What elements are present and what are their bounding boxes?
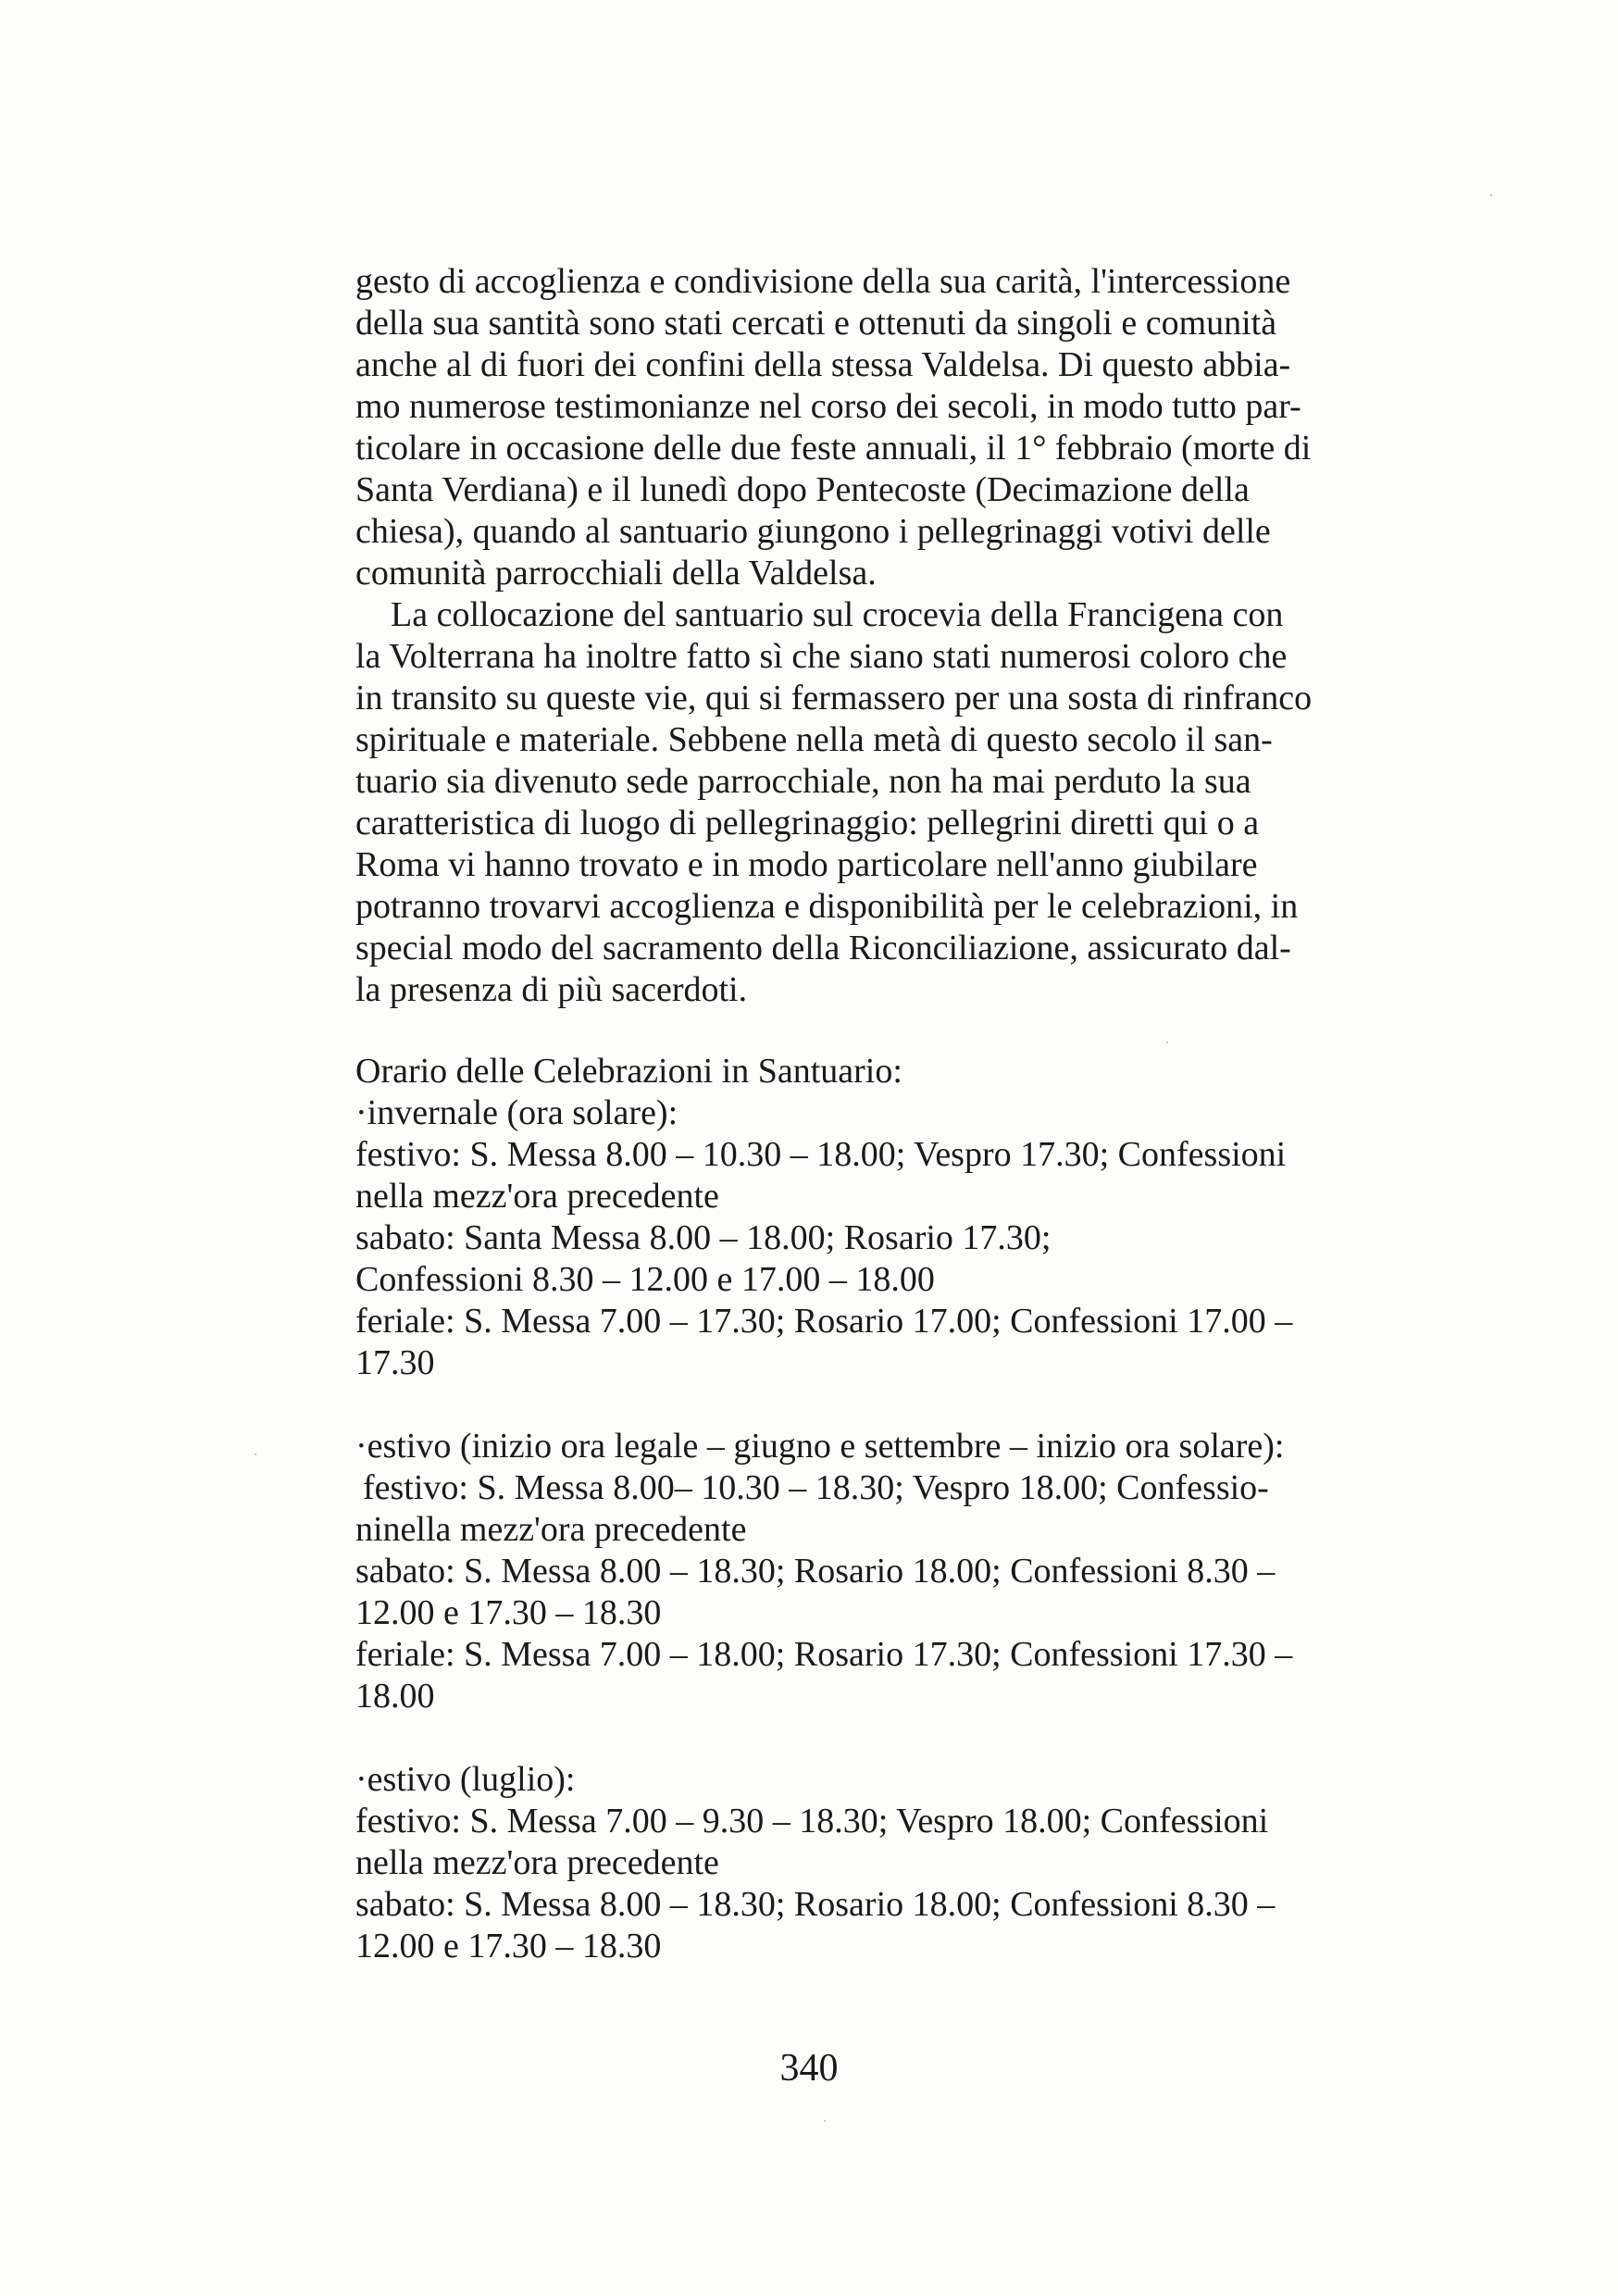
section-heading: ·estivo (luglio):	[355, 1760, 576, 1799]
schedule-line: sabato: S. Messa 8.00 – 18.30; Rosario 18.00; Confessioni 8.30 –	[355, 1552, 1276, 1591]
text-line: comunità parrocchiali della Valdelsa.	[355, 554, 877, 593]
text-line: Roma vi hanno trovato e in modo particolare nell'anno giubilare	[355, 845, 1258, 884]
text-line: in transito su queste vie, qui si fermassero per una sosta di rinfranco	[355, 679, 1313, 718]
text-line: special modo del sacramento della Riconciliazione, assicurato dal-	[355, 929, 1291, 967]
schedule-line: nella mezz'ora precedente	[355, 1177, 719, 1216]
paragraph-1	[355, 261, 1420, 594]
schedule-line: 12.00 e 17.30 – 18.30	[355, 1593, 662, 1632]
text-line: gesto di accoglienza e condivisione della sua carità, l'intercessione	[355, 262, 1291, 301]
text-line: la presenza di più sacerdoti.	[355, 970, 748, 1009]
schedule-section-estivo-luglio	[355, 1759, 1420, 1967]
schedule-line: 17.30	[355, 1343, 435, 1382]
text-line: anche al di fuori dei confini della stessa Valdelsa. Di questo abbia-	[355, 345, 1291, 384]
schedule-line: 12.00 e 17.30 – 18.30	[355, 1927, 662, 1965]
scan-speck	[824, 2120, 826, 2122]
page-number: 340	[779, 2047, 839, 2090]
schedule-line: ninella mezz'ora precedente	[355, 1510, 747, 1549]
text-line: la Volterrana ha inoltre fatto sì che siano stati numerosi coloro che	[355, 637, 1288, 676]
text-line: Santa Verdiana) e il lunedì dopo Pentecoste (Decimazione della	[355, 470, 1250, 509]
schedule-line: sabato: S. Messa 8.00 – 18.30; Rosario 18.00; Confessioni 8.30 –	[355, 1885, 1276, 1924]
schedule-line: festivo: S. Messa 7.00 – 9.30 – 18.30; Vespro 18.00; Confessioni	[355, 1802, 1269, 1841]
text-line: tuario sia divenuto sede parrocchiale, non ha mai perduto la sua	[355, 762, 1251, 801]
schedule-title: Orario delle Celebrazioni in Santuario:	[355, 1052, 902, 1091]
text-line: spirituale e materiale. Sebbene nella metà di questo secolo il san-	[355, 720, 1273, 759]
schedule-line: feriale: S. Messa 7.00 – 17.30; Rosario 17.00; Confessioni 17.00 –	[355, 1302, 1293, 1341]
text-line: chiesa), quando al santuario giungono i pellegrinaggi votivi delle	[355, 512, 1271, 551]
schedule-line: nella mezz'ora precedente	[355, 1843, 719, 1882]
scan-speck	[255, 1454, 256, 1455]
section-spacer	[355, 1717, 1420, 1759]
text-line: della sua santità sono stati cercati e ottenuti da singoli e comunità	[355, 304, 1277, 343]
schedule-section-estivo	[355, 1426, 1420, 1717]
schedule-line: 18.00	[355, 1677, 435, 1716]
paragraph-2	[355, 594, 1420, 1011]
section-heading: ·estivo (inizio ora legale – giugno e settembre – inizio ora solare):	[355, 1427, 1285, 1466]
section-spacer	[355, 1384, 1420, 1426]
text-line: ticolare in occasione delle due feste annuali, il 1° febbraio (morte di	[355, 429, 1312, 468]
schedule-line: sabato: Santa Messa 8.00 – 18.00; Rosario 17.30;	[355, 1218, 1052, 1257]
schedule-line: Confessioni 8.30 – 12.00 e 17.00 – 18.00	[355, 1260, 935, 1299]
schedule-line: festivo: S. Messa 8.00– 10.30 – 18.30; Vespro 18.00; Confessio-	[363, 1468, 1269, 1507]
body-text	[355, 261, 1420, 1011]
text-line: caratteristica di luogo di pellegrinaggio: pellegrini diretti qui o a	[355, 804, 1260, 842]
section-heading: ·invernale (ora solare):	[355, 1093, 678, 1132]
text-line: La collocazione del santuario sul crocevia della Francigena con	[391, 595, 1284, 634]
text-line: potranno trovarvi accoglienza e disponibilità per le celebrazioni, in	[355, 887, 1299, 926]
scan-speck	[1490, 194, 1492, 196]
scan-speck	[1166, 1042, 1168, 1043]
celebration-schedule	[355, 1051, 1420, 1967]
schedule-line: festivo: S. Messa 8.00 – 10.30 – 18.00; Vespro 17.30; Confessioni	[355, 1135, 1287, 1174]
schedule-section-invernale	[355, 1092, 1420, 1384]
schedule-line: feriale: S. Messa 7.00 – 18.00; Rosario 17.30; Confessioni 17.30 –	[355, 1635, 1293, 1674]
text-line: mo numerose testimonianze nel corso dei secoli, in modo tutto par-	[355, 387, 1301, 426]
